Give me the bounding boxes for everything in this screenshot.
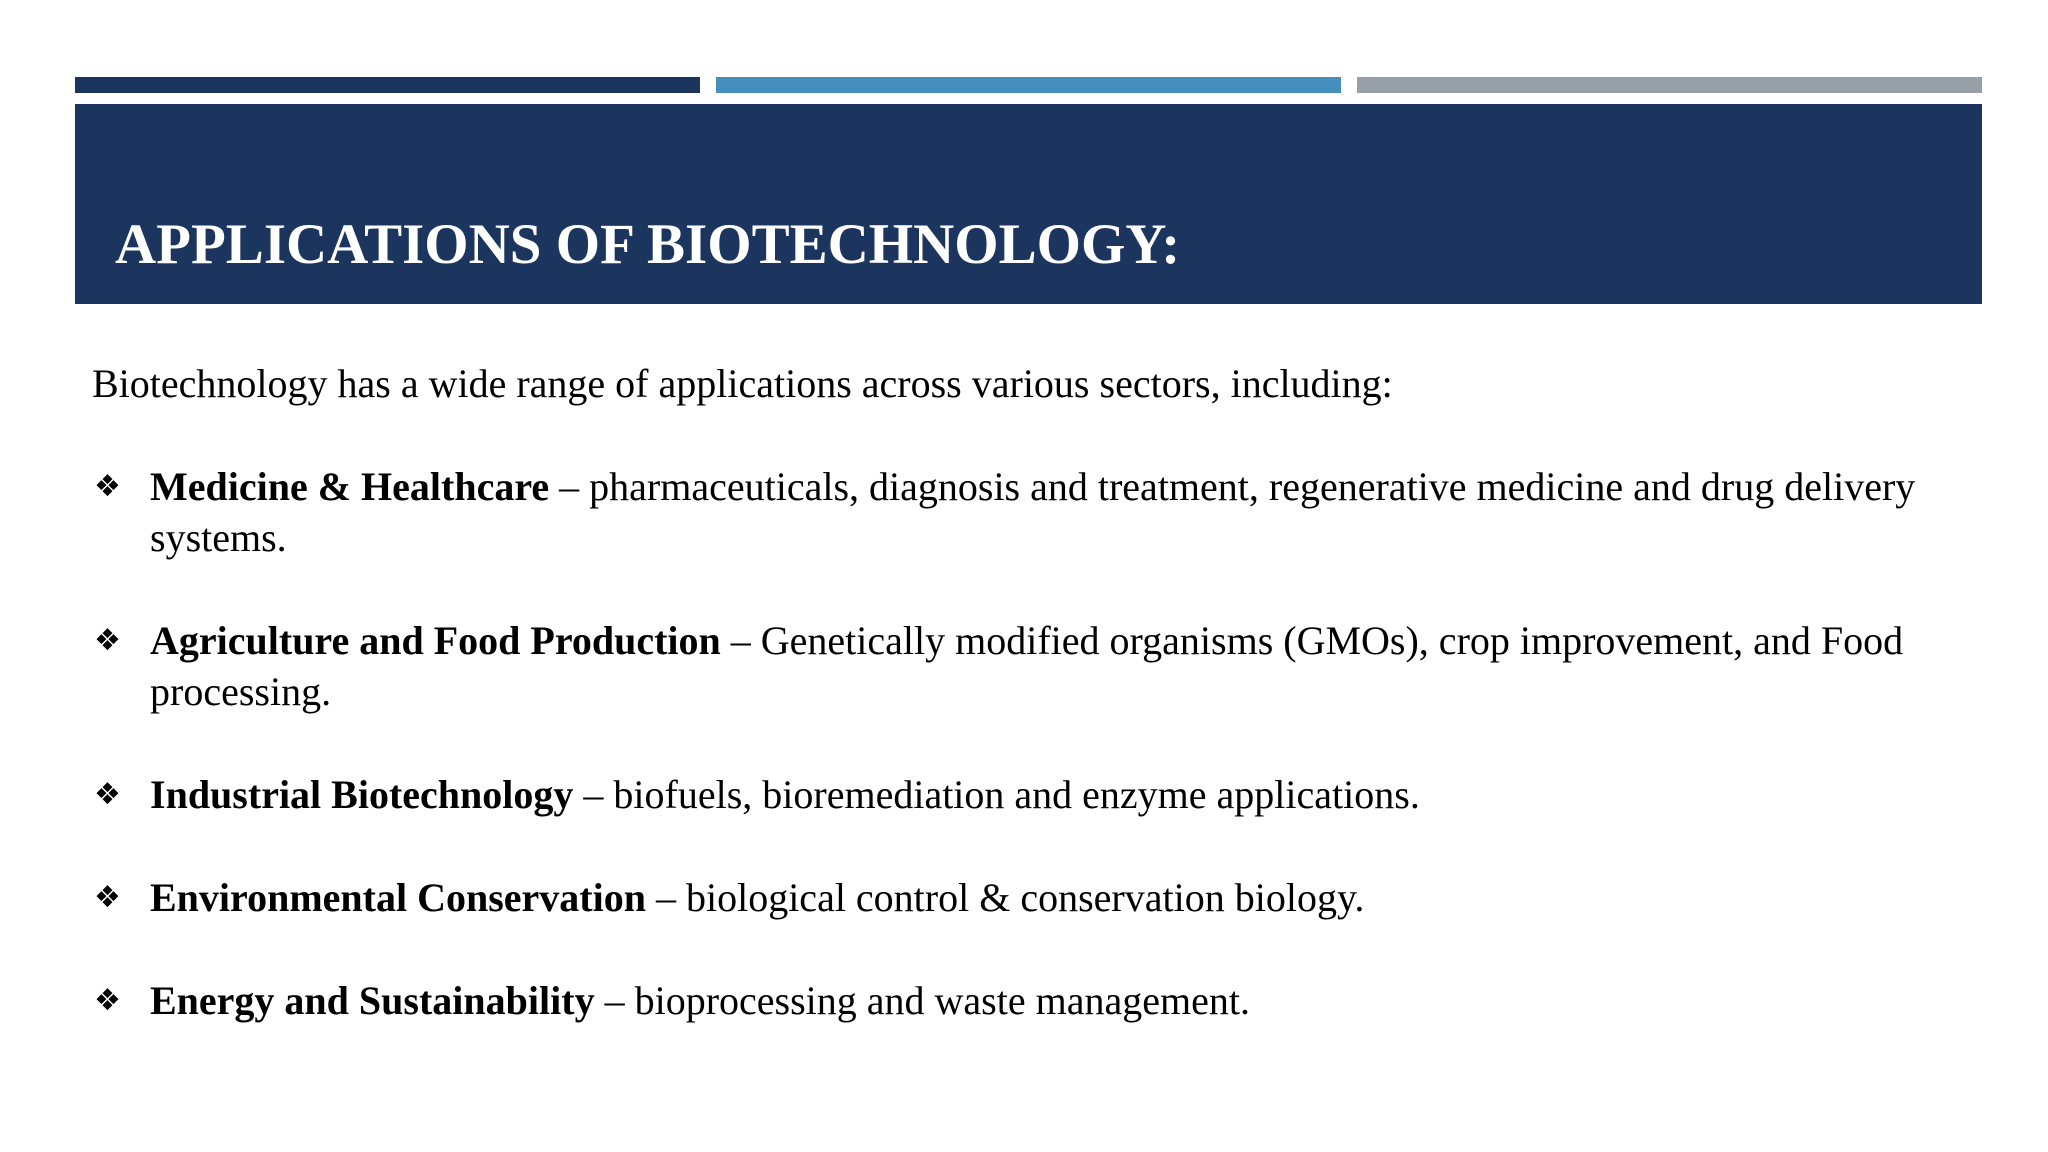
- applications-list: [92, 461, 1972, 1026]
- item-description: – biofuels, bioremediation and enzyme applications.: [573, 772, 1420, 817]
- list-item-agriculture: [92, 615, 1972, 717]
- item-term: Agriculture and Food Production: [150, 618, 721, 663]
- accent-bar-gray: [1357, 77, 1982, 93]
- item-description: – bioprocessing and waste management.: [594, 978, 1250, 1023]
- slide-title: APPLICATIONS OF BIOTECHNOLOGY:: [115, 213, 1181, 276]
- accent-bar-blue: [716, 77, 1341, 93]
- intro-text: Biotechnology has a wide range of applications across various sectors, including:: [92, 361, 1393, 406]
- four-diamond-bullet-icon: ❖: [94, 983, 121, 1018]
- list-item-industrial: [92, 769, 1972, 820]
- list-item-energy: [92, 975, 1972, 1026]
- item-description: – Genetically modified organisms (GMOs), crop improvement, and Food processing.: [150, 618, 1904, 714]
- item-term: Industrial Biotechnology: [150, 772, 574, 817]
- item-description: – biological control & conservation biology.: [645, 875, 1365, 920]
- four-diamond-bullet-icon: ❖: [94, 469, 121, 504]
- accent-bar-dark: [75, 77, 700, 93]
- four-diamond-bullet-icon: ❖: [94, 777, 121, 812]
- item-term: Environmental Conservation: [150, 875, 646, 920]
- four-diamond-bullet-icon: ❖: [94, 623, 121, 658]
- item-term: Medicine & Healthcare: [150, 464, 550, 509]
- item-description: – pharmaceuticals, diagnosis and treatment, regenerative medicine and drug delivery systems.: [150, 464, 1916, 560]
- title-band: [75, 104, 1982, 304]
- list-item-environmental: [92, 872, 1972, 923]
- item-term: Energy and Sustainability: [150, 978, 595, 1023]
- slide-body: [92, 358, 1972, 1078]
- four-diamond-bullet-icon: ❖: [94, 880, 121, 915]
- list-item-medicine: [92, 461, 1972, 563]
